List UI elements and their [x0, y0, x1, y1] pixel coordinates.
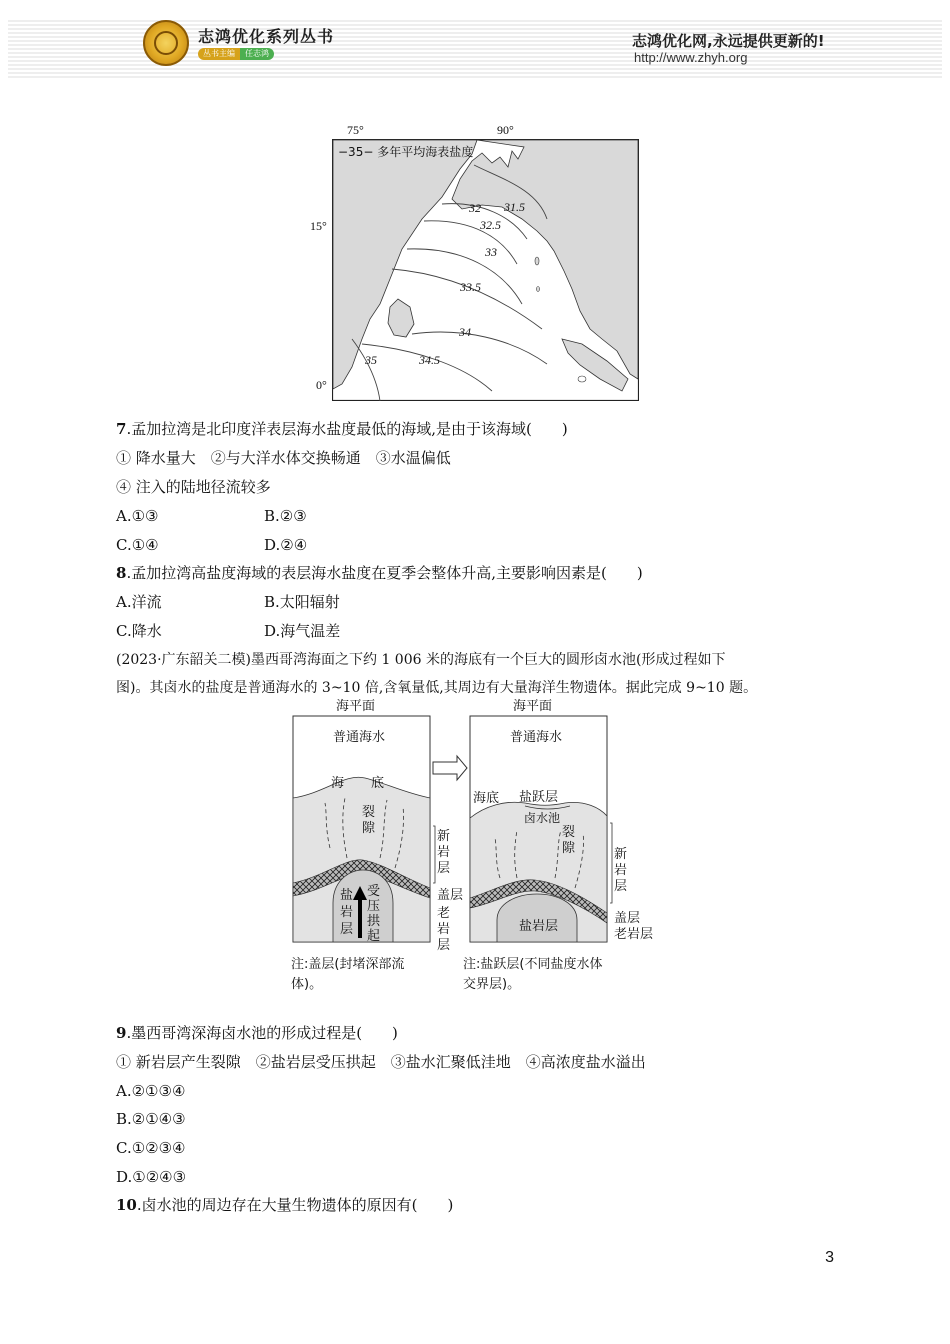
left-salt-3: 层: [340, 922, 354, 937]
q10-stem-text: .卤水池的周边存在大量生物遗体的原因有( ): [136, 1196, 454, 1214]
map-legend: −35− 多年平均海表盐度: [338, 145, 474, 159]
q7-number: 7: [116, 420, 127, 438]
left-uplift-1: 受: [367, 884, 381, 899]
right-new-rock-1: 新: [614, 847, 628, 862]
left-uplift-2: 压: [367, 899, 381, 914]
right-cap-layer: 盖层: [614, 911, 641, 926]
header-url[interactable]: http://www.zhyh.org: [634, 50, 748, 65]
left-new-rock-2: 岩: [437, 845, 451, 860]
left-seafloor-b: 底: [371, 776, 385, 791]
left-seafloor-a: 海: [331, 776, 345, 791]
left-new-rock-3: 层: [437, 861, 451, 876]
q8-option-a[interactable]: A.洋流: [116, 593, 162, 611]
q9-stem: [116, 1023, 398, 1043]
isoline-label-33-5: 33.5: [460, 280, 481, 294]
editor-tag: [198, 48, 274, 60]
note-right-1: 注:盐跃层(不同盐度水体: [463, 957, 603, 972]
page-number: 3: [825, 1249, 834, 1266]
q7-option-a[interactable]: A.①③: [116, 507, 159, 525]
note-left-2: 体)。: [291, 977, 323, 992]
left-uplift-3: 拱: [367, 914, 381, 929]
isoline-label-35: 35: [365, 353, 377, 367]
right-new-rock-3: 层: [614, 879, 628, 894]
map-lon-90: 90°: [497, 123, 514, 137]
panel-before: [293, 699, 463, 953]
right-new-rock-2: 岩: [614, 863, 628, 878]
q7-statements-1: ① 降水量大 ②与大洋水体交换畅通 ③水温偏低: [116, 449, 451, 467]
left-uplift-4: 起: [367, 929, 381, 944]
editor-label: 丛书主编: [198, 48, 240, 60]
intro-line-1: (2023·广东韶关二模)墨西哥湾海面之下约 1 006 米的海底有一个巨大的圆形卤水池(形成过程如下: [116, 652, 726, 668]
left-old-rock-2: 岩: [437, 922, 451, 937]
q7-stem-text: .孟加拉湾是北印度洋表层海水盐度最低的海域,是由于该海域( ): [126, 420, 568, 438]
q9-statements: ① 新岩层产生裂隙 ②盐岩层受压拱起 ③盐水汇聚低洼地 ④高浓度盐水溢出: [116, 1053, 646, 1071]
q8-number: 8: [116, 564, 127, 582]
nicobar-islands: [537, 287, 540, 292]
isoline-label-34-5: 34.5: [419, 353, 440, 367]
left-new-rock-1: 新: [437, 829, 451, 844]
left-crack-2: 隙: [362, 821, 376, 836]
note-right-2: 交界层)。: [463, 977, 521, 992]
logo-emblem-icon: [154, 31, 178, 55]
panel-after: [470, 699, 653, 942]
left-cap-layer: 盖层: [437, 888, 464, 903]
right-crack-2: 隙: [562, 841, 576, 856]
andaman-islands: [535, 257, 539, 265]
q8-option-b[interactable]: B.太阳辐射: [264, 593, 340, 611]
editor-name: 任志鸿: [240, 48, 274, 60]
q7-option-d[interactable]: D.②④: [264, 536, 308, 554]
map-lat-15: 15°: [310, 219, 327, 233]
q9-option-b[interactable]: B.②①④③: [116, 1110, 186, 1128]
right-halocline: 盐跃层: [519, 790, 559, 805]
left-old-rock-1: 老: [437, 906, 451, 921]
right-brine-pool: 卤水池: [524, 811, 561, 825]
left-normal-water: 普通海水: [333, 730, 386, 745]
q9-option-c[interactable]: C.①②③④: [116, 1139, 186, 1157]
left-crack-1: 裂: [362, 805, 376, 820]
right-salt-layer: 盐岩层: [519, 919, 559, 934]
salinity-map: [332, 139, 639, 401]
note-left-1: 注:盖层(封堵深部流: [291, 957, 405, 972]
process-arrow-icon: [433, 756, 467, 780]
q7-option-b[interactable]: B.②③: [264, 507, 307, 525]
isoline-label-32-5: 32.5: [480, 218, 501, 232]
q9-option-a[interactable]: A.②①③④: [116, 1082, 186, 1100]
map-lon-75: 75°: [347, 123, 364, 137]
brine-pool-figure: [285, 698, 670, 998]
isoline-label-31-5: 31.5: [504, 200, 525, 214]
q8-stem: [116, 563, 643, 583]
intro-line-2: 图)。其卤水的盐度是普通海水的 3~10 倍,含氧量低,其周边有大量海洋生物遗体。据此完成 9~10 题。: [116, 680, 758, 696]
q7-statements-2: ④ 注入的陆地径流较多: [116, 478, 271, 496]
q8-option-c[interactable]: C.降水: [116, 622, 162, 640]
q7-stem: [116, 419, 568, 439]
q9-number: 9: [116, 1024, 127, 1042]
q7-option-c[interactable]: C.①④: [116, 536, 159, 554]
left-salt-1: 盐: [340, 888, 354, 903]
right-crack-1: 裂: [562, 825, 576, 840]
q8-stem-text: .孟加拉湾高盐度海域的表层海水盐度在夏季会整体升高,主要影响因素是( ): [126, 564, 643, 582]
isoline-label-32: 32: [469, 201, 481, 215]
q9-option-d[interactable]: D.①②④③: [116, 1168, 187, 1186]
header-slogan: 志鸿优化网,永远提供更新的!: [632, 32, 825, 50]
right-normal-water: 普通海水: [510, 730, 563, 745]
q10-stem: [116, 1195, 453, 1215]
left-salt-2: 岩: [340, 905, 354, 920]
left-sea-level: 海平面: [336, 699, 376, 714]
left-old-rock-3: 层: [437, 938, 451, 953]
right-old-rock: 老岩层: [614, 927, 654, 942]
map-lat-0: 0°: [316, 378, 327, 392]
q10-number: 10: [116, 1196, 137, 1214]
right-seafloor: 海底: [473, 791, 500, 806]
series-title: 志鸿优化系列丛书: [198, 27, 335, 46]
isoline-label-34: 34: [459, 325, 471, 339]
right-sea-level: 海平面: [513, 699, 553, 714]
q9-stem-text: .墨西哥湾深海卤水池的形成过程是( ): [126, 1024, 398, 1042]
isoline-label-33: 33: [485, 245, 497, 259]
q8-option-d[interactable]: D.海气温差: [264, 622, 341, 640]
